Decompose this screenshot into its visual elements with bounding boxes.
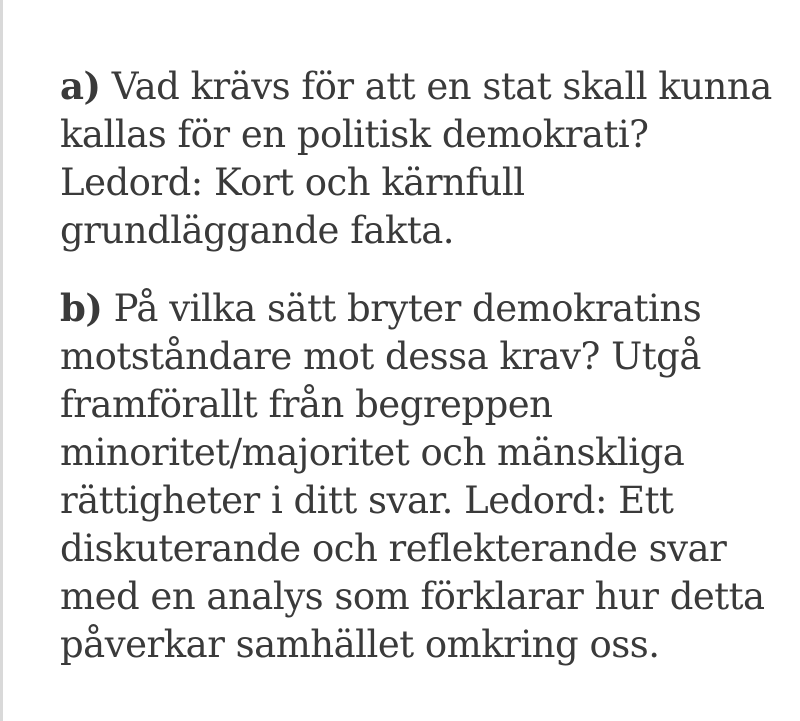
question-a-marker: a) [60, 64, 101, 108]
question-b-line-8: påverkar samhället omkring oss. [60, 623, 660, 666]
question-b-line-3: framförallt från begreppen [60, 383, 553, 426]
question-b [60, 284, 796, 669]
question-a [60, 62, 796, 255]
question-b-text-1: På vilka sätt bryter demokratins [102, 287, 702, 330]
question-a-line-4: grundläggande fakta. [60, 209, 455, 252]
question-a-line-2: kallas för en politisk demokrati? [60, 113, 649, 156]
question-a-text-1: Vad krävs för att en stat skall kunna [100, 65, 772, 108]
question-b-line-2: motståndare mot dessa krav? Utgå [60, 335, 701, 378]
left-border [0, 0, 3, 721]
question-b-line-4: minoritet/majoritet och mänskliga [60, 431, 685, 474]
question-b-marker: b) [60, 286, 103, 330]
question-b-line-1 [60, 284, 796, 333]
question-b-line-7: med en analys som förklarar hur detta [60, 575, 765, 618]
question-a-line-3: Ledord: Kort och kärnfull [60, 161, 525, 204]
question-a-line-1 [60, 62, 796, 111]
question-b-line-5: rättigheter i ditt svar. Ledord: Ett [60, 479, 674, 522]
question-b-line-6: diskuterande och reflekterande svar [60, 527, 727, 570]
question-list [60, 62, 796, 669]
